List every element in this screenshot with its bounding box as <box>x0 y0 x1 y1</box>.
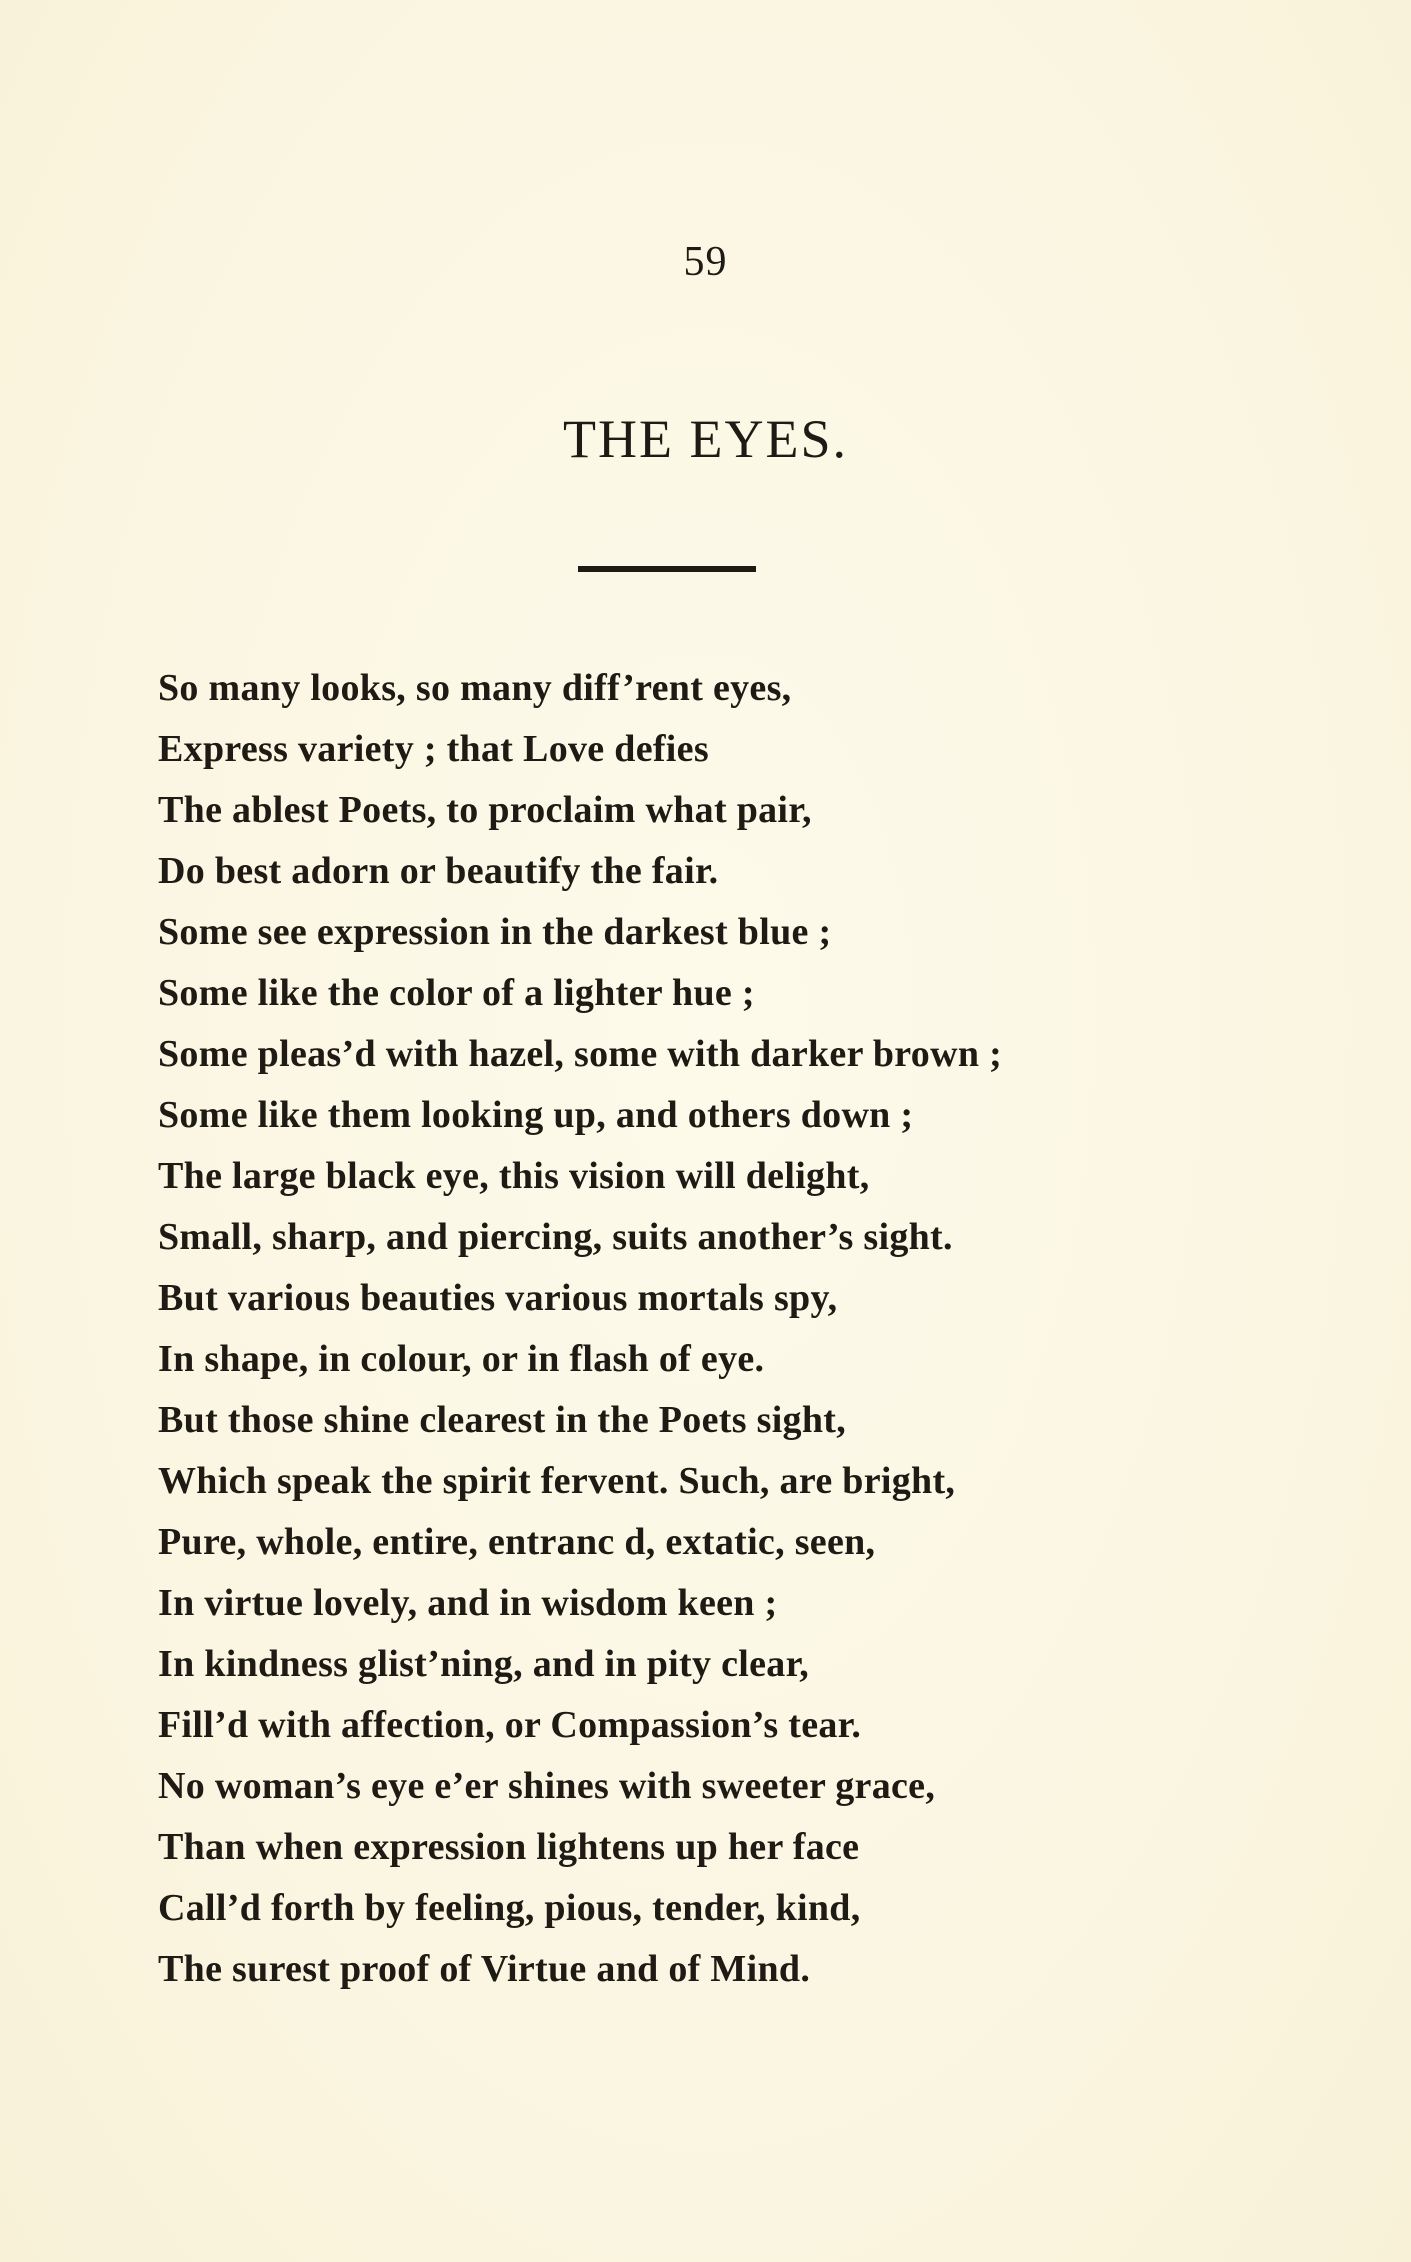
page-number: 59 <box>683 239 728 285</box>
poem-line: But those shine clearest in the Poets sight, <box>158 1399 847 1441</box>
poem-line: Do best adorn or beautify the fair. <box>158 850 719 892</box>
poem-line: Small, sharp, and piercing, suits another’s sight. <box>158 1216 953 1258</box>
poem-line: Than when expression lightens up her face <box>158 1826 860 1868</box>
poem-line: Some pleas’d with hazel, some with darker brown ; <box>158 1033 1003 1075</box>
poem-line: In shape, in colour, or in flash of eye. <box>158 1338 765 1380</box>
title-divider <box>578 566 756 572</box>
poem-line: Express variety ; that Love defies <box>158 728 709 770</box>
poem-line: Pure, whole, entire, entranc d, extatic, seen, <box>158 1521 876 1563</box>
poem-line: The surest proof of Virtue and of Mind. <box>158 1948 811 1990</box>
poem-line: So many looks, so many diff’rent eyes, <box>158 667 792 709</box>
poem-line: Fill’d with affection, or Compassion’s tear. <box>158 1704 862 1746</box>
poem-line: In kindness glist’ning, and in pity clear, <box>158 1643 810 1685</box>
poem-line: Some like the color of a lighter hue ; <box>158 972 755 1014</box>
poem-body <box>158 658 1358 2000</box>
poem-line: Call’d forth by feeling, pious, tender, kind, <box>158 1887 861 1929</box>
poem-line: The ablest Poets, to proclaim what pair, <box>158 789 812 831</box>
poem-line: But various beauties various mortals spy, <box>158 1277 838 1319</box>
poem-title: THE EYES. <box>563 409 848 469</box>
poem-line: No woman’s eye e’er shines with sweeter grace, <box>158 1765 936 1807</box>
poem-line: The large black eye, this vision will delight, <box>158 1155 870 1197</box>
poem-line: Which speak the spirit fervent. Such, are bright, <box>158 1460 956 1502</box>
poem-line: Some like them looking up, and others down ; <box>158 1094 914 1136</box>
poem-line: Some see expression in the darkest blue ; <box>158 911 832 953</box>
poem-line: In virtue lovely, and in wisdom keen ; <box>158 1582 778 1624</box>
